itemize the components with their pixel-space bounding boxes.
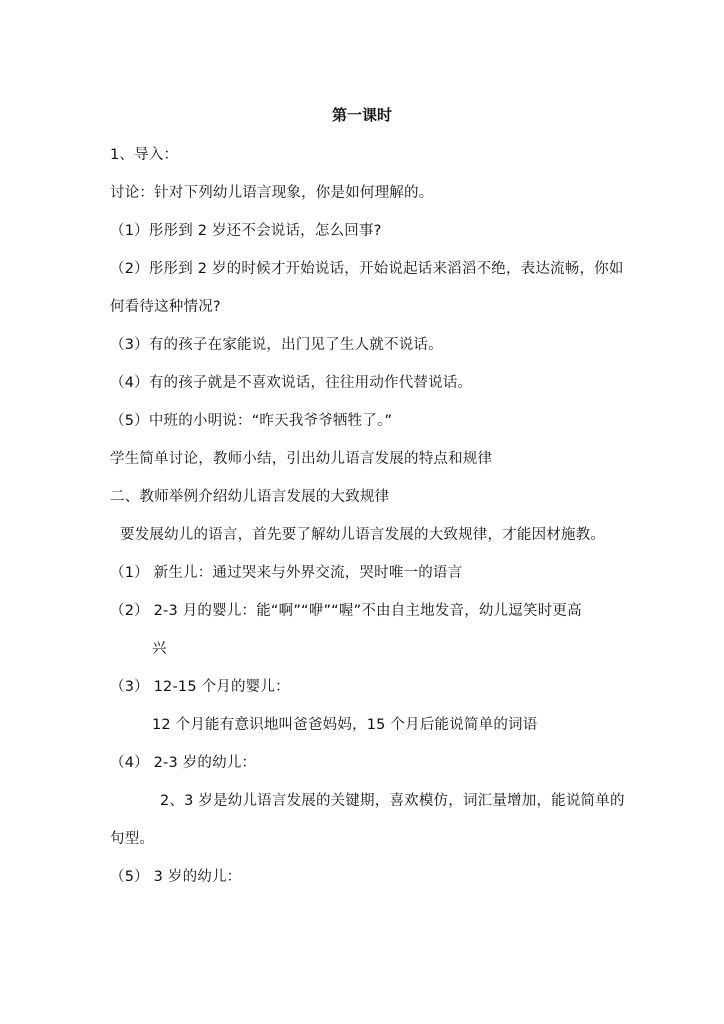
stage-item-4: （4） 2-3 岁的幼儿：: [110, 755, 257, 771]
list-item-2: （2）彤彤到 2 岁的时候才开始说话，开始说起话来滔滔不绝，表达流畅，你如: [110, 261, 624, 277]
list-item-4: （4）有的孩子就是不喜欢说话，往往用动作代替说话。: [110, 375, 473, 391]
list-item-5: （5）中班的小明说：“昨天我爷爷牺牲了。”: [110, 413, 393, 429]
stage-item-1: （1） 新生儿：通过哭来与外界交流，哭时唯一的语言: [110, 565, 463, 581]
stage-item-4-detail-continued: 句型。: [110, 831, 155, 847]
paragraph-rules-intro: 要发展幼儿的语言，首先要了解幼儿语言发展的大致规律，才能因材施教。: [120, 527, 606, 543]
list-item-1: （1）彤彤到 2 岁还不会说话，怎么回事?: [110, 223, 382, 239]
stage-item-2: （2） 2-3 月的婴儿：能“啊”“咿”“喔”不由自主地发音，幼儿逗笑时更高: [110, 603, 582, 619]
stage-item-3-detail: 12 个月能有意识地叫爸爸妈妈，15 个月后能说简单的词语: [152, 717, 538, 733]
list-item-2-continued: 何看待这种情况?: [110, 299, 221, 315]
paragraph-summary: 学生简单讨论，教师小结，引出幼儿语言发展的特点和规律: [110, 451, 493, 467]
paragraph-discussion: 讨论：针对下列幼儿语言现象，你是如何理解的。: [110, 185, 434, 201]
stage-item-4-detail: 2、3 岁是幼儿语言发展的关键期，喜欢模仿，词汇量增加，能说简单的: [160, 793, 625, 809]
stage-item-5: （5） 3 岁的幼儿：: [110, 869, 242, 885]
page-title: 第一课时: [331, 106, 392, 124]
stage-item-2-continued: 兴: [152, 641, 167, 657]
section-heading-intro: 1、导入：: [110, 147, 179, 163]
section-heading-rules: 二、教师举例介绍幼儿语言发展的大致规律: [110, 489, 390, 505]
stage-item-3: （3） 12-15 个月的婴儿：: [110, 679, 290, 695]
list-item-3: （3）有的孩子在家能说，出门见了生人就不说话。: [110, 337, 443, 353]
